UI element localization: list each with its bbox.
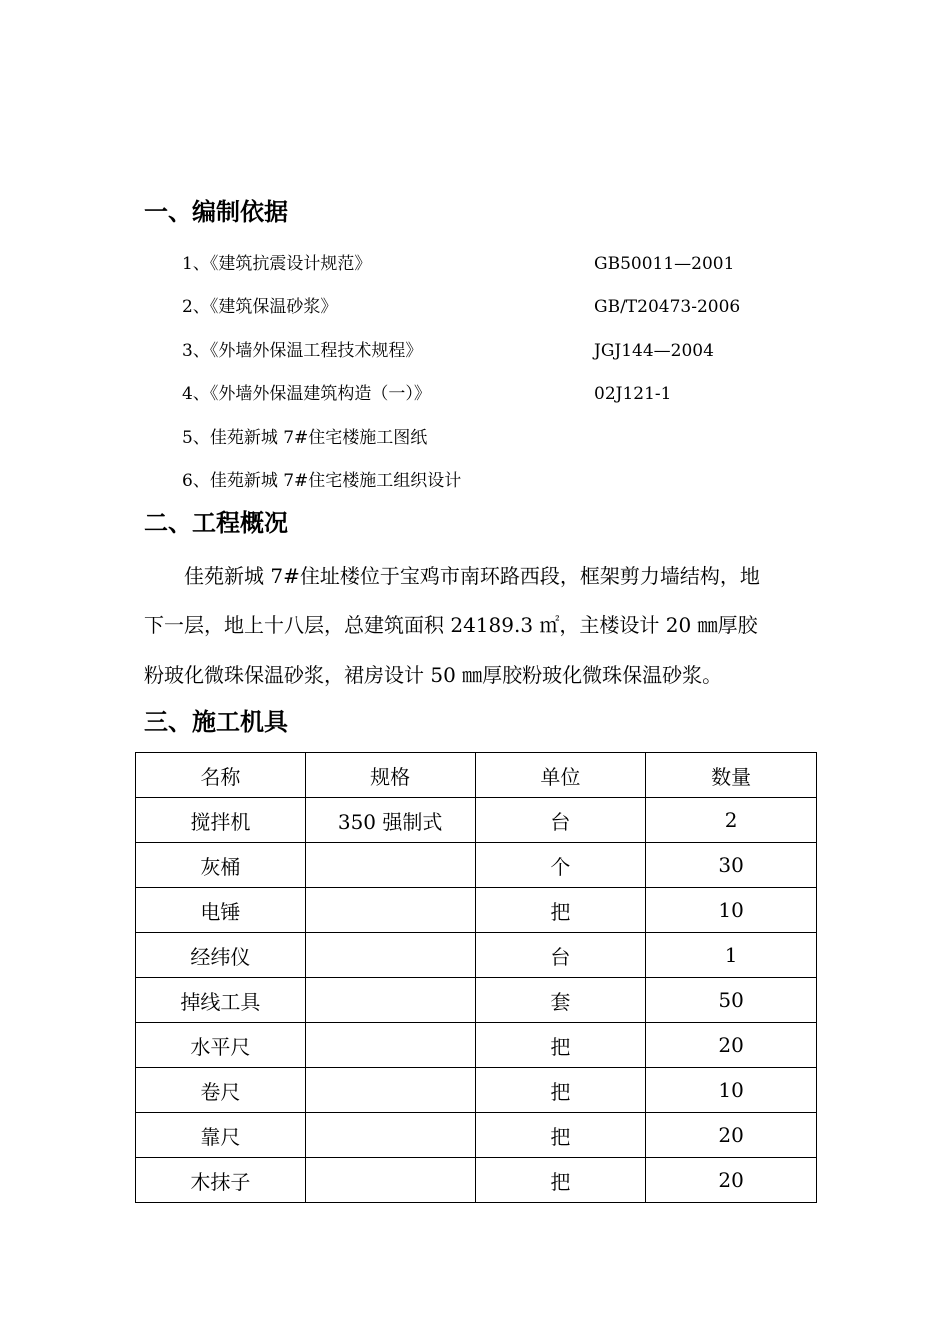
table-row [136, 1113, 817, 1158]
reference-item [182, 295, 822, 319]
reference-code: 02J121-1 [594, 384, 672, 404]
cell-spec: 350 强制式 [305, 798, 475, 843]
cell-quantity: 20 [646, 1158, 817, 1203]
cell-name: 掉线工具 [136, 978, 306, 1023]
reference-item [182, 382, 822, 406]
paragraph-line: 粉玻化微珠保温砂浆，裙房设计 50 ㎜厚胶粉玻化微珠保温砂浆。 [144, 663, 723, 687]
table-row [136, 798, 817, 843]
cell-quantity: 50 [646, 978, 817, 1023]
section-1-heading: 一、编制依据 [144, 198, 288, 226]
equipment-table [135, 752, 817, 1203]
cell-quantity: 20 [646, 1023, 817, 1068]
reference-item [182, 252, 822, 276]
section-2-heading: 二、工程概况 [144, 509, 288, 537]
reference-title: 4、《外墙外保温建筑构造（一）》 [182, 384, 431, 404]
column-header-spec: 规格 [305, 753, 475, 798]
reference-code: GB/T20473-2006 [594, 297, 741, 317]
cell-spec [305, 1068, 475, 1113]
reference-title: 2、《建筑保温砂浆》 [182, 297, 338, 317]
cell-unit: 套 [475, 978, 646, 1023]
cell-unit: 把 [475, 1068, 646, 1113]
table-row [136, 843, 817, 888]
table-row [136, 1023, 817, 1068]
table-row [136, 978, 817, 1023]
column-header-quantity: 数量 [646, 753, 817, 798]
paragraph-line: 佳苑新城 7#住址楼位于宝鸡市南环路西段，框架剪力墙结构，地 [184, 564, 760, 588]
table-header-row [136, 753, 817, 798]
column-header-name: 名称 [136, 753, 306, 798]
cell-name: 经纬仪 [136, 933, 306, 978]
reference-item [182, 469, 822, 493]
cell-name: 木抹子 [136, 1158, 306, 1203]
reference-title: 3、《外墙外保温工程技术规程》 [182, 341, 423, 361]
reference-title: 6、佳苑新城 7#住宅楼施工组织设计 [182, 471, 462, 491]
section-3-heading: 三、施工机具 [144, 708, 288, 736]
cell-quantity: 30 [646, 843, 817, 888]
reference-code: JGJ144—2004 [594, 341, 714, 361]
reference-title: 5、佳苑新城 7#住宅楼施工图纸 [182, 428, 428, 448]
paragraph-line: 下一层，地上十八层，总建筑面积 24189.3 ㎡，主楼设计 20 ㎜厚胶 [144, 613, 758, 637]
cell-name: 水平尺 [136, 1023, 306, 1068]
reference-item [182, 426, 822, 450]
cell-spec [305, 843, 475, 888]
cell-spec [305, 1113, 475, 1158]
cell-quantity: 1 [646, 933, 817, 978]
reference-item [182, 339, 822, 363]
cell-spec [305, 1023, 475, 1068]
table-row [136, 933, 817, 978]
cell-spec [305, 933, 475, 978]
cell-unit: 个 [475, 843, 646, 888]
cell-spec [305, 978, 475, 1023]
column-header-unit: 单位 [475, 753, 646, 798]
cell-unit: 把 [475, 1023, 646, 1068]
cell-unit: 把 [475, 1113, 646, 1158]
cell-quantity: 2 [646, 798, 817, 843]
table-row [136, 1158, 817, 1203]
cell-spec [305, 1158, 475, 1203]
cell-unit: 台 [475, 933, 646, 978]
cell-quantity: 10 [646, 888, 817, 933]
reference-title: 1、《建筑抗震设计规范》 [182, 254, 372, 274]
cell-quantity: 10 [646, 1068, 817, 1113]
cell-unit: 台 [475, 798, 646, 843]
cell-spec [305, 888, 475, 933]
cell-quantity: 20 [646, 1113, 817, 1158]
cell-name: 卷尺 [136, 1068, 306, 1113]
cell-name: 电锤 [136, 888, 306, 933]
cell-name: 灰桶 [136, 843, 306, 888]
cell-name: 搅拌机 [136, 798, 306, 843]
table-row [136, 1068, 817, 1113]
table-row [136, 888, 817, 933]
cell-unit: 把 [475, 888, 646, 933]
cell-unit: 把 [475, 1158, 646, 1203]
reference-code: GB50011—2001 [594, 254, 735, 274]
cell-name: 靠尺 [136, 1113, 306, 1158]
